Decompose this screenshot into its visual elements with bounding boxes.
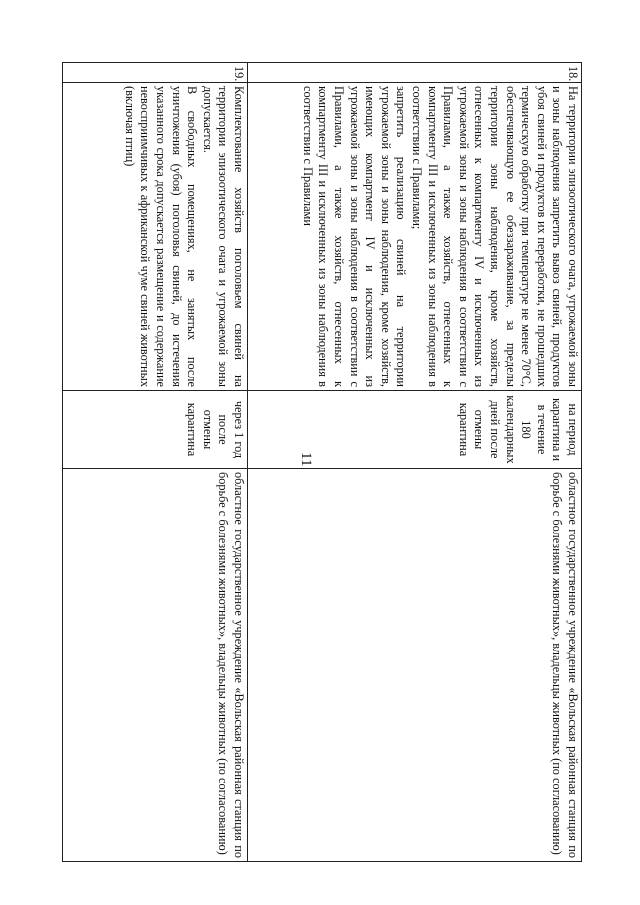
table-row <box>63 63 248 862</box>
table-row <box>248 63 582 862</box>
measures-table <box>62 62 582 862</box>
responsible-cell: областное государственное учреждение «Вольская районная станция по борьбе с болезнями животных», владельцы животных (по согласованию) <box>248 469 582 862</box>
row-number: 19. <box>63 63 248 83</box>
term-cell: на период карантина и в течение 180 календарных дней после отмены карантина <box>248 391 582 469</box>
term-cell: через 1 год после отмены карантина <box>63 391 248 469</box>
responsible-cell: областное государственное учреждение «Вольская районная станция по борьбе с болезнями животных», владельцы животных (по согласованию) <box>63 469 248 862</box>
rotated-table-sheet <box>62 62 582 862</box>
measure-paragraph: Комплектование хозяйств поголовьем свиней на территории эпизоотического очага и угрожаемой зоны допускается. <box>200 86 246 387</box>
page-number: 11 <box>298 452 314 467</box>
measure-paragraph: запретить реализацию свиней на территории угрожаемой зоны и зоны наблюдения, кроме хозяйств, имеющих компартмент IV и исключенных из угрожаемой зоны и зоны наблюдения в соответствии с Правилами, а также хозяйств, отнесенных к компартменту III и исключенных из зоны наблюдения в соответствии с Правилами <box>300 86 409 387</box>
measure-paragraph: В свободных помещениях, не занятых после уничтожения (убоя) поголовья свиней, до истечения указанного срока допускается размещение и содержание невосприимчивых к африканской чуме свиней животных (включая птиц) <box>122 86 200 387</box>
measure-cell <box>248 83 582 391</box>
measure-cell <box>63 83 248 391</box>
measure-paragraph: На территории эпизоотического очага, угрожаемой зоны и зоны наблюдения запретить вывоз свиней, продуктов убоя свиней и продуктов их переработки, не прошедших термическую обработку при температуре не менее 70°С, обеспечивающую ее обеззараживание, за пределы территории зоны наблюдения, кроме хозяйств, отнесенных к компартменту IV и исключенных из угрожаемой зоны и зоны наблюдения в соответствии с Правилами, а также хозяйств, отнесенных к компартменту III и исключенных из зоны наблюдения в соответствии с Правилами; <box>410 86 580 387</box>
row-number: 18. <box>248 63 582 83</box>
